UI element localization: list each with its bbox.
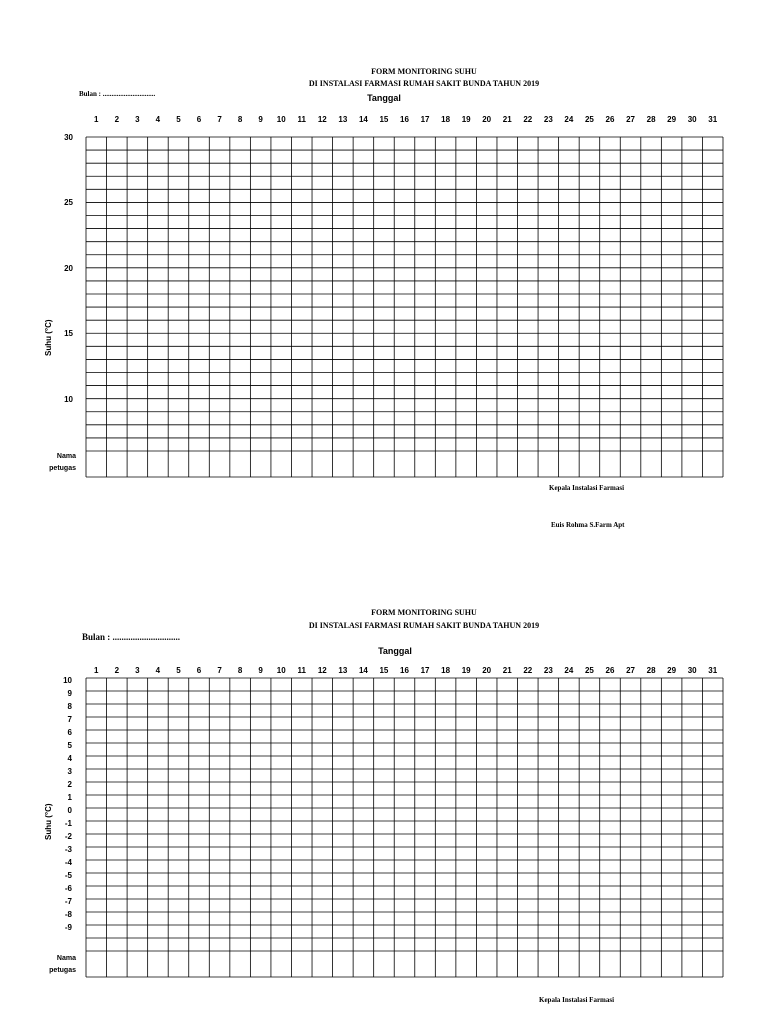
day-label: 7 [217, 115, 222, 124]
y-tick-label: 25 [64, 198, 73, 208]
day-label: 11 [297, 666, 306, 675]
day-label: 29 [667, 666, 677, 675]
y-tick-label: 15 [64, 329, 73, 339]
day-label: 6 [196, 115, 202, 124]
y-tick-label: 5 [67, 741, 72, 750]
y-tick-label: 10 [64, 394, 73, 404]
y-tick-label: -7 [64, 897, 72, 906]
y-tick-label: 3 [67, 767, 72, 776]
day-label: 30 [687, 666, 697, 675]
nama-label: Nama [56, 955, 76, 962]
y-tick-label: -9 [64, 923, 72, 932]
day-label: 25 [584, 115, 594, 124]
day-label: 29 [667, 115, 677, 124]
day-label: 30 [687, 115, 697, 124]
y-tick-label: -3 [64, 845, 72, 854]
day-label: 20 [482, 115, 492, 124]
y-tick-label: -8 [64, 910, 72, 919]
day-label: 28 [646, 666, 656, 675]
day-label: 8 [237, 115, 243, 124]
y-tick-label: -4 [64, 858, 72, 867]
day-label: 27 [626, 666, 635, 675]
petugas-label: petugas [49, 465, 76, 472]
day-label: 9 [258, 666, 263, 675]
day-label: 11 [297, 115, 306, 124]
day-label: 28 [646, 115, 656, 124]
day-label: 8 [237, 666, 243, 675]
day-label: 26 [605, 666, 615, 675]
day-label: 19 [461, 115, 471, 124]
day-label: 17 [420, 115, 430, 124]
form-title-line1: FORM MONITORING SUHU [371, 608, 477, 617]
axis-title: Suhu (°C) [44, 319, 53, 356]
y-tick-label: -1 [64, 819, 72, 828]
y-tick-label: 30 [64, 133, 73, 142]
day-label: 9 [258, 115, 263, 124]
tanggal-label: Tanggal [378, 646, 412, 656]
day-label: 16 [400, 115, 409, 124]
y-tick-label: -6 [64, 884, 72, 893]
day-label: 26 [605, 115, 615, 124]
day-label: 16 [400, 666, 409, 675]
day-label: 21 [502, 666, 512, 675]
day-label: 20 [482, 666, 492, 675]
y-tick-label: 8 [67, 702, 72, 711]
tanggal-label: Tanggal [367, 93, 401, 103]
y-tick-label: 1 [67, 793, 72, 802]
day-label: 15 [379, 666, 389, 675]
day-label: 18 [441, 666, 451, 675]
form-title-line2: DI INSTALASI FARMASI RUMAH SAKIT BUNDA TAHUN 2019 [308, 79, 540, 88]
day-label: 18 [441, 115, 451, 124]
day-label: 3 [135, 115, 140, 124]
day-label: 4 [155, 666, 161, 675]
y-tick-label: 2 [67, 780, 72, 789]
day-label: 23 [543, 115, 553, 124]
day-label: 10 [276, 115, 286, 124]
day-label: 31 [708, 115, 718, 124]
y-tick-label: 0 [67, 806, 72, 815]
day-label: 13 [338, 115, 348, 124]
day-label: 4 [155, 115, 161, 124]
bulan-field[interactable]: Bulan : .............................. [82, 632, 181, 642]
day-label: 2 [114, 666, 120, 675]
day-label: 21 [502, 115, 512, 124]
day-label: 19 [461, 666, 471, 675]
signer-title: Kepala Instalasi Farmasi [539, 996, 615, 1004]
day-label: 23 [543, 666, 553, 675]
day-label: 24 [564, 666, 574, 675]
nama-label: Nama [56, 453, 76, 460]
day-label: 24 [564, 115, 574, 124]
day-label: 6 [196, 666, 202, 675]
day-label: 25 [584, 666, 594, 675]
petugas-label: petugas [49, 967, 76, 974]
y-tick-label: -2 [64, 832, 72, 841]
day-label: 12 [317, 666, 327, 675]
bulan-field[interactable]: Bulan : .............................. [79, 90, 156, 98]
day-label: 1 [94, 115, 99, 124]
y-tick-label: 4 [67, 754, 72, 763]
y-tick-label: 6 [67, 728, 72, 737]
day-label: 5 [176, 666, 181, 675]
y-tick-label: 20 [64, 263, 73, 273]
y-tick-label: 10 [63, 676, 72, 685]
form-title-line2: DI INSTALASI FARMASI RUMAH SAKIT BUNDA TAHUN 2019 [308, 621, 540, 630]
day-label: 5 [176, 115, 181, 124]
y-tick-label: 7 [67, 715, 72, 724]
y-tick-label: -5 [64, 871, 72, 880]
day-label: 3 [135, 666, 140, 675]
day-label: 22 [523, 666, 533, 675]
day-label: 27 [626, 115, 635, 124]
signer-title: Kepala Instalasi Farmasi [549, 484, 625, 492]
form-title-line1: FORM MONITORING SUHU [371, 67, 477, 76]
signer-name: Euis Rohma S.Farm Apt [551, 521, 625, 529]
day-label: 15 [379, 115, 389, 124]
day-label: 17 [420, 666, 430, 675]
day-label: 7 [217, 666, 222, 675]
day-label: 1 [94, 666, 99, 675]
day-label: 12 [317, 115, 327, 124]
day-label: 14 [358, 115, 368, 124]
day-label: 10 [276, 666, 286, 675]
day-label: 14 [358, 666, 368, 675]
day-label: 22 [523, 115, 533, 124]
y-tick-label: 9 [67, 689, 72, 698]
day-label: 31 [708, 666, 718, 675]
axis-title: Suhu (°C) [44, 803, 53, 840]
day-label: 2 [114, 115, 120, 124]
day-label: 13 [338, 666, 348, 675]
